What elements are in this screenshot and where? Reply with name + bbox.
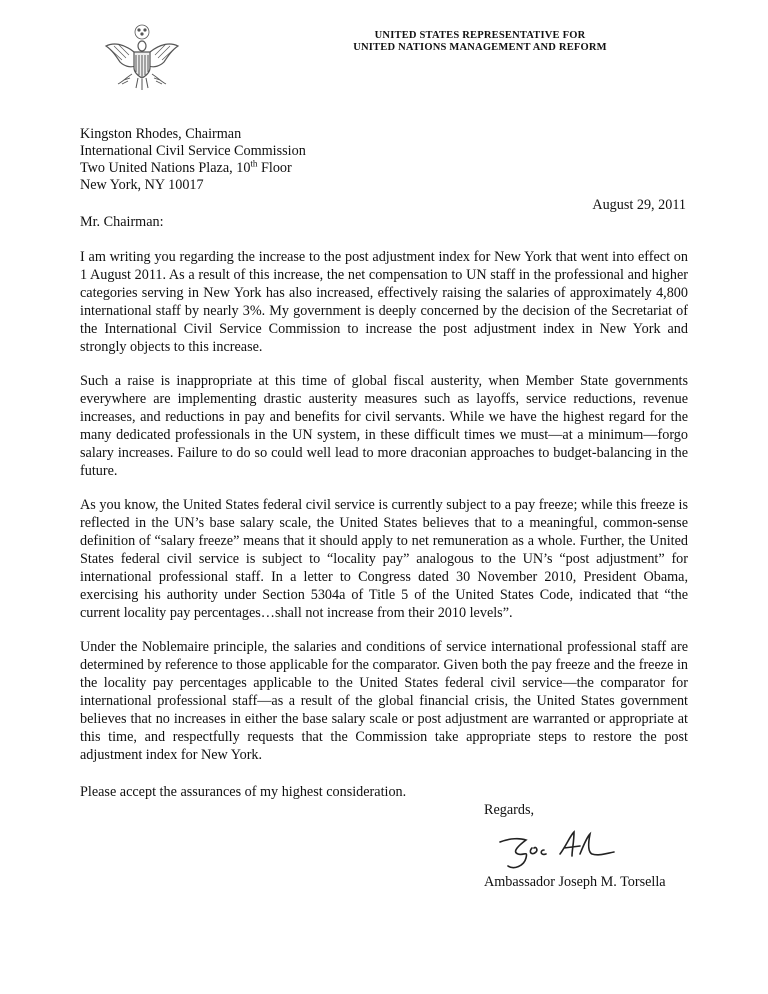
recipient-name: Kingston Rhodes, Chairman [80,126,242,142]
signature-icon [496,828,636,872]
recipient-address [80,126,306,194]
paragraph-1: I am writing you regarding the increase to the post adjustment index for New York that went into effect on 1 August 2011. As a result of this increase, the net compensation to UN staff in the professional and higher categories serving in New York has also increased, effectively raising the salaries of approximately 4,800 international staff by nearly 3%. My government is deeply concerned by the decision of the Secretariat of the International Civil Service Commission to increase the post adjustment index in New York and strongly objects to this increase. [80,249,688,355]
street-floor: Floor [257,160,292,176]
paragraph-2: Such a raise is inappropriate at this time of global fiscal austerity, when Member State governments everywhere are implementing drastic austerity measures such as layoffs, service reductions, revenue increases, and reductions in pay and benefits for civil servants. While we have the highest regard for the many dedicated professionals in the UN system, in these difficult times we must—at a minimum—forgo salary increases. Failure to do so could well lead to more draconian approaches to budget-balancing in the future. [80,373,688,479]
signer-name: Ambassador Joseph M. Torsella [484,874,666,890]
letterhead-line-2: UNITED NATIONS MANAGEMENT AND REFORM [353,42,607,53]
us-great-seal-icon [104,22,180,92]
street-number: Two United Nations Plaza, 10 [80,160,251,176]
regards: Regards, [484,802,535,818]
recipient-org: International Civil Service Commission [80,143,306,159]
salutation: Mr. Chairman: [80,214,164,230]
closing-line: Please accept the assurances of my highest consideration. [80,784,407,800]
recipient-city: New York, NY 10017 [80,177,204,193]
letter-body [80,248,688,780]
paragraph-3: As you know, the United States federal civil service is currently subject to a pay freeze; while this freeze is reflected in the UN’s base salary scale, the United States believes that to a meaningful, common-sense definition of “salary freeze” means that it should apply to net remuneration as a whole. Further, the United States federal civil service is subject to “locality pay” analogous to the UN’s “post adjustment” for international professional staff. In a letter to Congress dated 30 November 2010, President Obama, exercising his authority under Section 5304a of Title 5 of the United States Code, indicated that “the current locality pay percentages…shall not increase from their 2010 levels”. [80,497,688,621]
letterhead-line-1: UNITED STATES REPRESENTATIVE FOR [374,30,586,41]
paragraph-4: Under the Noblemaire principle, the salaries and conditions of service international professional staff are determined by reference to those applicable for the comparator. Given both the pay freeze and the freeze in the locality pay percentages applicable to the United States federal civil service—the comparator for international professional staff—as a result of the global financial crisis, the United States government believes that no increases in either the base salary scale or post adjustment are warranted or appropriate at this time, and respectfully requests that the Commission take appropriate steps to restore the post adjustment index for New York. [80,639,688,763]
street-ordinal: th [250,158,258,169]
letter-date: August 29, 2011 [592,197,686,213]
letterhead [300,30,660,54]
recipient-street [80,160,306,177]
